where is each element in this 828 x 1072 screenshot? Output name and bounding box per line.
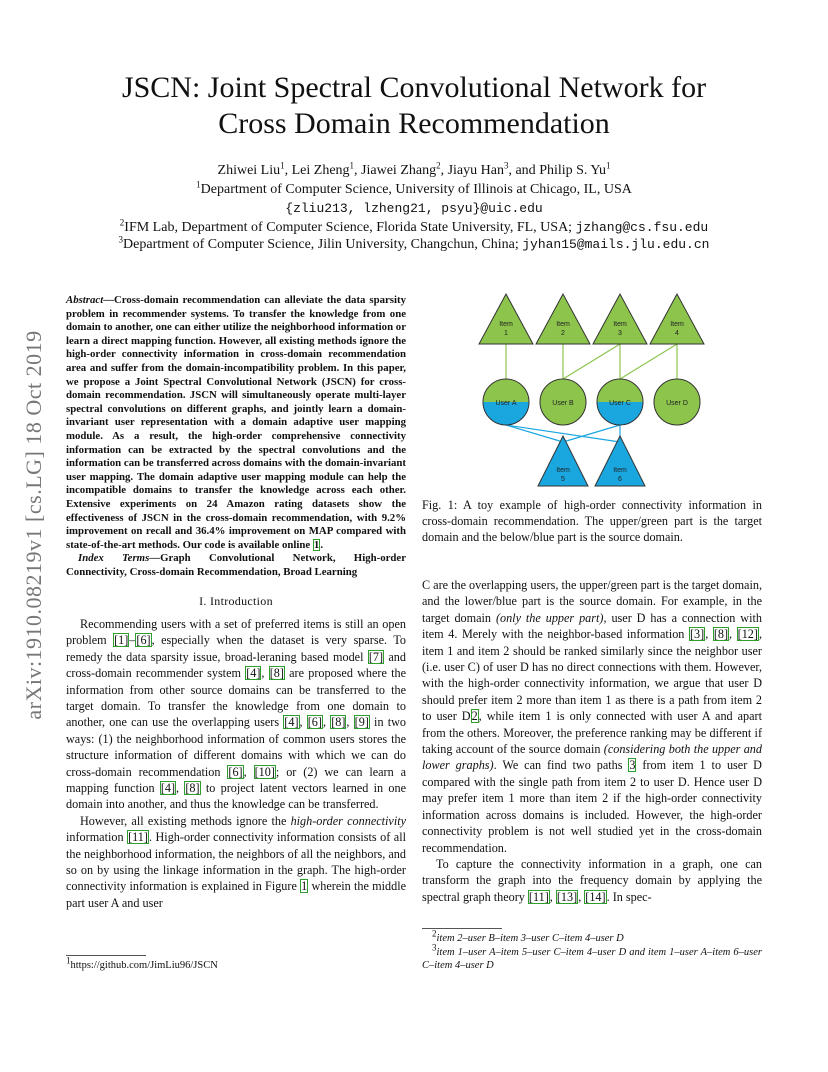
footnote-3: $^3$item 1–user A–item 5–user C–item 4–user D and item 1–user A–item 6–user C–item 4–user D xyxy=(422,942,762,971)
citation-link[interactable]: [1] xyxy=(114,633,129,648)
citation-link[interactable]: [11] xyxy=(528,889,549,904)
citation-link[interactable]: 2 xyxy=(471,709,478,724)
arxiv-identifier: arXiv:1910.08219v1 [cs.LG] 18 Oct 2019 xyxy=(21,330,46,720)
author-list: Zhiwei Liu$^1$, Lei Zheng$^1$, Jiawei Zhang$^2$, Jiayu Han$^3$, and Philip S. Yu$^1$ xyxy=(217,160,611,178)
abstract: Abstract—Cross-domain recommendation can alleviate the data sparsity problem in recommender systems. To transfer the knowledge from one domain to another, one can either utilize the neighborhood information or learn a direct mapping function. However, all existing methods ignore the high-order connectivity information in cross-domain recommendation area and suffer from the domain-incompatibility problem. In this paper, we propose a Joint Spectral Convolutional Network (JSCN) for cross-domain recommendation. JSCN will simultaneously operate multi-layer spectral convolutions on different graphs, and jointly learn a domain-invariant user representation with a domain adaptive user mapping module. As a result, the high-order comprehensive connectivity information can be extracted by the spectral convolutions and the information can be transferred across domains with the domain-invariant user mapping. The domain adaptive user mapping module can help the incompatible domains to transfer the knowledge across each other. Extensive experiments on 24 Amazon rating datasets show the effectiveness of JSCN in the cross-domain recommendation, with 9.2% improvement on recall and 36.4% improvement on MAP compared with state-of-the-art methods. Our code is available online 1. xyxy=(66,294,406,551)
connectivity-graph xyxy=(422,290,762,490)
citation-link[interactable]: [13] xyxy=(556,889,578,904)
citation-link[interactable]: [6] xyxy=(228,764,243,779)
right-paragraph-2: To capture the connectivity information in a graph, one can transform the graph into the frequency domain by applying the spectral graph theory [11], [13], [14]. In spec- xyxy=(422,856,762,904)
citation-link[interactable]: 3 xyxy=(629,758,636,773)
section-heading-introduction: I. Introduction xyxy=(199,594,273,609)
author: Philip S. Yu$^1$ xyxy=(539,160,611,178)
author: Lei Zheng$^1$ xyxy=(291,160,355,178)
code-url[interactable]: https://github.com/JimLiu96/JSCN xyxy=(70,960,218,971)
citation-link[interactable]: [3] xyxy=(689,627,705,642)
user-label: User A xyxy=(495,400,517,407)
arxiv-sidebar xyxy=(14,290,54,760)
item-number: 1 xyxy=(504,330,508,337)
citation-link[interactable]: [12] xyxy=(737,627,758,642)
citation-link[interactable]: [8] xyxy=(185,780,200,795)
citation-link[interactable]: [4] xyxy=(160,780,176,795)
citation-link[interactable]: [8] xyxy=(713,627,729,642)
source-edge xyxy=(563,425,620,442)
author: Jiayu Han$^3$ xyxy=(447,160,509,178)
item-label: Item xyxy=(556,467,570,474)
figure-1 xyxy=(422,290,762,490)
target-edge xyxy=(563,344,620,379)
user-label: User C xyxy=(609,400,631,407)
citation-link[interactable]: [6] xyxy=(307,715,322,730)
emphasis: high-order connectivity xyxy=(290,813,406,828)
citation-link[interactable]: [14] xyxy=(585,889,606,904)
citation-link[interactable]: [10] xyxy=(254,764,275,779)
item-number: 6 xyxy=(618,476,622,483)
emphasis: (only the upper part) xyxy=(495,610,604,625)
item-number: 3 xyxy=(618,330,622,337)
item-label: Item xyxy=(556,321,570,328)
user-label: User D xyxy=(666,400,688,407)
emphasis: (considering both the upper and lower graphs) xyxy=(422,742,762,773)
author: Jiawei Zhang$^2$ xyxy=(361,160,441,178)
item-number: 2 xyxy=(561,330,565,337)
right-column xyxy=(422,577,762,905)
citation-link[interactable]: [7] xyxy=(368,649,384,664)
index-terms: Index Terms—Graph Convolutional Network, High-order Connectivity, Cross-domain Recommendation, Broad Learning xyxy=(66,552,406,578)
affiliation-3: $^3$Department of Computer Science, Jilin University, Changchun, China; jyhan15@mails.jlu.edu.cn xyxy=(118,234,710,252)
citation-link[interactable]: [8] xyxy=(269,666,284,681)
citation-link[interactable]: [4] xyxy=(284,715,299,730)
source-edge xyxy=(506,425,563,442)
citation-link[interactable]: 1 xyxy=(301,879,308,894)
citation-link[interactable]: [11] xyxy=(128,830,148,845)
footnote-2: $^2$item 2–user B–item 3–user C–item 4–user D xyxy=(432,928,624,944)
right-paragraph-1: C are the overlapping users, the upper/green part is the target domain, and the lower/blue part is the source domain. For example, in the target domain (only the upper part), user D has a connection with item 4. Merely with the neighbor-based information [3], [8], [12], item 1 and item 2 should be ranked similarly since the neighbor user (i.e. user C) of user D has no direct connections with them. However, with the high-order connectivity information, we argue that user D should prefer item 2 more than item 1 as there is a path from item 2 to user D2, while item 1 is only connected with user A and apart from the others. Moreover, the preference ranking may be different if taking account of the source domain (considering both the upper and lower graphs). We can find two paths 3 from item 1 to user D compared with the single path from item 2 to user D. Hence user D may prefer item 1 more than item 2 if the high-order connectivity information across domains is included. However, the high-order connectivity problem is not well studied yet in the cross-domain recommendation. xyxy=(422,578,763,855)
affiliation-2: $^2$IFM Lab, Department of Computer Science, Florida State University, FL, USA; jzhang@cs.fsu.edu xyxy=(119,217,709,235)
paper-title xyxy=(40,70,788,142)
item-label: Item xyxy=(499,321,513,328)
user-label: User B xyxy=(552,400,574,407)
affiliation-1: $^1$Department of Computer Science, University of Illinois at Chicago, IL, USA xyxy=(196,179,632,197)
item-number: 5 xyxy=(561,476,565,483)
citation-link[interactable]: [9] xyxy=(354,715,369,730)
item-label: Item xyxy=(670,321,684,328)
affiliation-3-email[interactable]: jyhan15@mails.jlu.edu.cn xyxy=(522,237,710,252)
citation-link[interactable]: [4] xyxy=(246,666,261,681)
footnote-1: $^1$https://github.com/JimLiu96/JSCN xyxy=(66,955,218,971)
title-line-2: Cross Domain Recommendation xyxy=(218,107,610,140)
author: Zhiwei Liu$^1$ xyxy=(217,160,285,178)
left-column xyxy=(66,294,406,911)
footnote-rule xyxy=(66,955,146,956)
affiliation-2-email[interactable]: jzhang@cs.fsu.edu xyxy=(575,220,709,235)
intro-paragraph-2: However, all existing methods ignore the high-order connectivity information [11]. High-order connectivity information consists of all the neighborhood information, the neighbors of all the neighbors, and so on by using the linkage information in the graph. The high-order connectivity information is explained in Figure 1 wherein the middle part user A and user xyxy=(66,813,406,910)
citation-link[interactable]: [6] xyxy=(136,633,151,648)
footnote-link[interactable]: 1 xyxy=(313,538,320,551)
item-label: Item xyxy=(613,467,627,474)
item-number: 4 xyxy=(675,330,679,337)
intro-paragraph-1: Recommending users with a set of preferred items is still an open problem [1]–[6], especially when the dataset is very sparse. To remedy the data sparsity issue, broad-leraning based model [7] and cross-domain recommender system [4], [8] are proposed where the information from other source domains can be transferred to the target domain. To transfer the knowledge from one domain to another, one can use the overlapping users [4], [6], [8], [9] in two ways: (1) the neighborhood information of common users stores the structure information of different domains with which we can do cross-domain recommendation [6], [10]; or (2) we can learn a mapping function [4], [8] to project latent vectors learned in one domain into another, and thus the knowledge can be transferred. xyxy=(66,616,407,812)
item-label: Item xyxy=(613,321,627,328)
citation-link[interactable]: [8] xyxy=(331,715,346,730)
figure-1-caption: Fig. 1: A toy example of high-order connectivity information in cross-domain recommendation. The upper/green part is the target domain and the below/blue part is the source domain. xyxy=(422,498,762,544)
affiliation-1-email[interactable]: {zliu213, lzheng21, psyu}@uic.edu xyxy=(285,201,543,216)
title-line-1: JSCN: Joint Spectral Convolutional Network for xyxy=(121,71,707,104)
target-edge xyxy=(620,344,677,379)
